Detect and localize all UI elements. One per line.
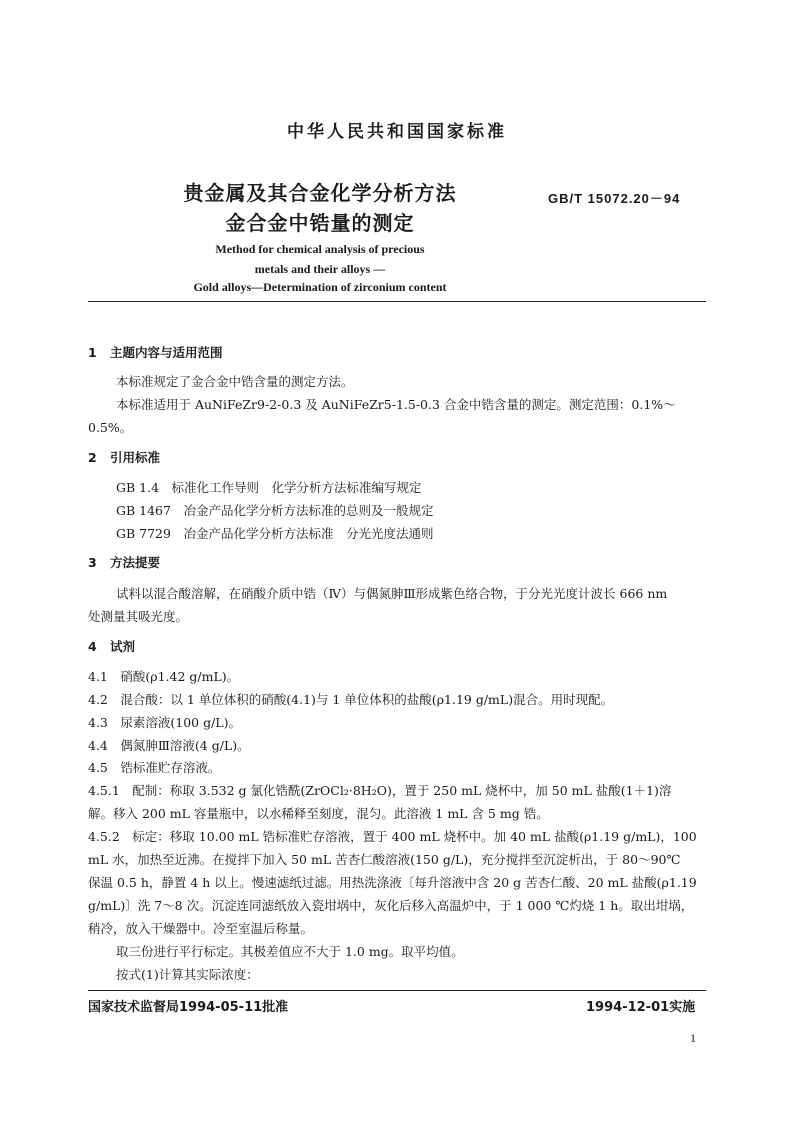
section-1-paragraph-1: 本标准规定了金合金中锆含量的测定方法。 xyxy=(116,374,354,389)
section-1-title: 主题内容与适用范围 xyxy=(110,345,223,360)
section-3-title: 方法提要 xyxy=(110,555,161,570)
section-2-heading xyxy=(88,448,160,466)
section-3-number: 3 xyxy=(88,555,97,570)
reagent-4-5-1-line-1: 4.5.1 配制：称取 3.532 g 氯化锆酰(ZrOCl₂·8H₂O)，置于 250 mL 烧杯中，加 50 mL 盐酸(1＋1)溶 xyxy=(88,783,672,798)
section-1-paragraph-2-line-1: 本标准适用于 AuNiFeZr9-2-0.3 及 AuNiFeZr5-1.5-0.3 合金中锆含量的测定。测定范围：0.1%～ xyxy=(116,397,676,412)
header-divider xyxy=(88,301,706,302)
document-subtitle: 金合金中锆量的测定 xyxy=(225,211,415,235)
reagent-4-3: 4.3 尿素溶液(100 g/L)。 xyxy=(88,715,241,730)
reagent-4-5-2-line-7: 按式(1)计算其实际浓度： xyxy=(116,967,259,982)
page-number: 1 xyxy=(690,1031,696,1045)
section-2-title: 引用标准 xyxy=(110,450,161,465)
reagent-4-5-1-line-2: 解。移入 200 mL 容量瓶中，以水稀释至刻度，混匀。此溶液 1 mL 含 5 mg 锆。 xyxy=(88,806,549,821)
standard-code: GB/T 15072.20－94 xyxy=(548,191,681,206)
reagent-4-5-2-line-3: 保温 0.5 h，静置 4 h 以上。慢速滤纸过滤。用热洗涤液〔每升溶液中含 20 g 苦杏仁酸、20 mL 盐酸(ρ1.19 xyxy=(88,875,697,890)
document-title: 贵金属及其合金化学分析方法 xyxy=(183,181,457,205)
section-2-number: 2 xyxy=(88,450,97,465)
reagent-4-5-2-line-1: 4.5.2 标定：移取 10.00 mL 锆标准贮存溶液，置于 400 mL 烧杯中。加 40 mL 盐酸(ρ1.19 g/mL)，100 xyxy=(88,829,697,844)
section-1-paragraph-2-line-2: 0.5%。 xyxy=(88,420,133,435)
approval-date: 国家技术监督局1994-05-11批准 xyxy=(88,1000,289,1015)
reagent-4-4: 4.4 偶氮胂Ⅲ溶液(4 g/L)。 xyxy=(88,738,250,753)
section-1-number: 1 xyxy=(88,345,97,360)
reference-gb-1467: GB 1467 冶金产品化学分析方法标准的总则及一般规定 xyxy=(116,503,434,518)
reagent-4-5-2-line-2: mL 水，加热至近沸。在搅拌下加入 50 mL 苦杏仁酸溶液(150 g/L)，充分搅拌至沉淀析出，于 80～90℃ xyxy=(88,852,681,867)
section-4-heading xyxy=(88,637,135,655)
effective-date: 1994-12-01实施 xyxy=(586,1000,696,1015)
reference-gb-1-4: GB 1.4 标准化工作导则 化学分析方法标准编写规定 xyxy=(116,480,422,495)
reagent-4-5-2-line-5: 稍冷，放入干燥器中。冷至室温后称量。 xyxy=(88,921,314,936)
reagent-4-1: 4.1 硝酸(ρ1.42 g/mL)。 xyxy=(88,669,240,684)
national-standard-heading: 中华人民共和国国家标准 xyxy=(287,122,507,142)
english-title-line-2: metals and their alloys — xyxy=(254,262,386,276)
section-3-paragraph-line-2: 处测量其吸光度。 xyxy=(88,609,189,624)
reagent-4-5-2-line-4: g/mL)〕洗 7～8 次。沉淀连同滤纸放入瓷坩埚中，灰化后移入高温炉中，于 1 000 ℃灼烧 1 h。取出坩埚， xyxy=(88,898,694,913)
reference-gb-7729: GB 7729 冶金产品化学分析方法标准 分光光度法通则 xyxy=(116,526,434,541)
english-title-line-3: Gold alloys—Determination of zirconium content xyxy=(193,280,447,294)
reagent-4-5: 4.5 锆标准贮存溶液。 xyxy=(88,760,221,775)
section-1-heading xyxy=(88,343,223,361)
section-3-heading xyxy=(88,553,160,571)
section-4-title: 试剂 xyxy=(110,639,136,654)
section-3-paragraph-line-1: 试料以混合酸溶解，在硝酸介质中锆（Ⅳ）与偶氮胂Ⅲ形成紫色络合物，于分光光度计波长 666 nm xyxy=(116,586,668,601)
section-4-number: 4 xyxy=(88,639,97,654)
reagent-4-2: 4.2 混合酸：以 1 单位体积的硝酸(4.1)与 1 单位体积的盐酸(ρ1.19 g/mL)混合。用时现配。 xyxy=(88,692,614,707)
footer-divider xyxy=(88,990,706,991)
reagent-4-5-2-line-6: 取三份进行平行标定。其极差值应不大于 1.0 mg。取平均值。 xyxy=(116,944,464,959)
english-title-line-1: Method for chemical analysis of precious xyxy=(215,242,425,256)
